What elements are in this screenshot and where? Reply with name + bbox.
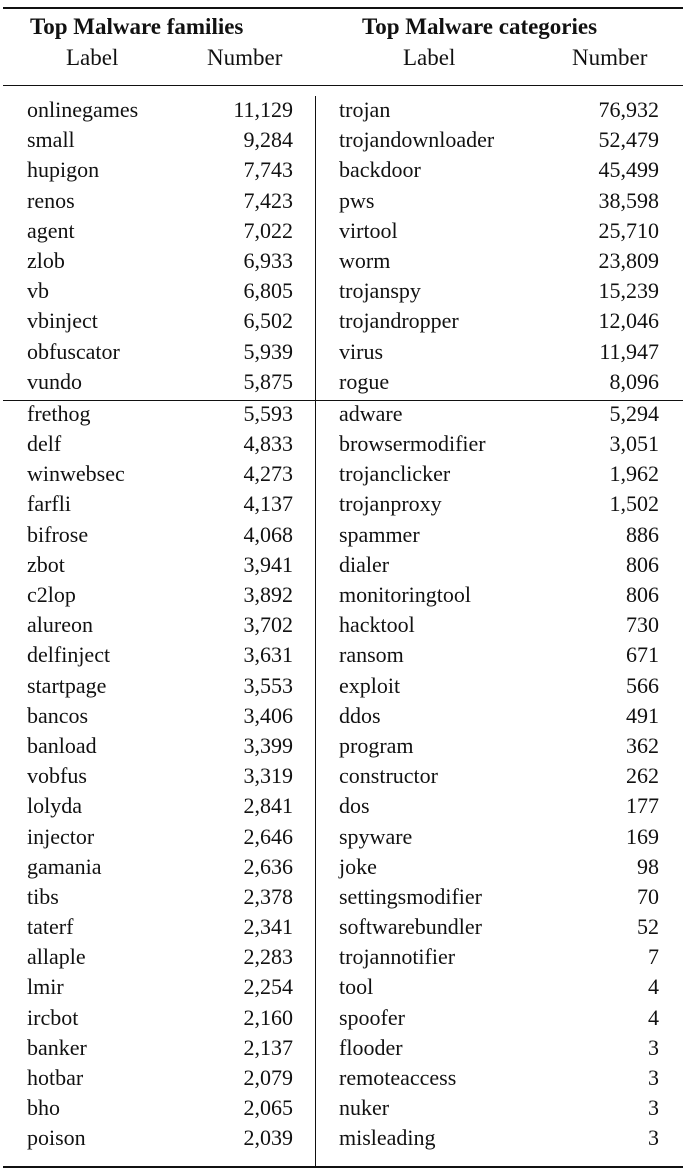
table-row: [0, 580, 685, 610]
table-row: [0, 791, 685, 821]
category-count: 566: [626, 672, 659, 698]
category-label: dos: [339, 793, 370, 819]
category-count: 4: [648, 974, 659, 1000]
families-number-header: Number: [207, 45, 283, 70]
category-count: 491: [626, 702, 659, 728]
table-row: [0, 761, 685, 791]
family-label: vb: [27, 278, 49, 304]
family-count: 2,079: [243, 1065, 293, 1090]
category-label: monitoringtool: [339, 582, 471, 607]
family-count: 6,933: [243, 247, 293, 273]
table-row: [0, 125, 685, 155]
category-label: trojannotifier: [339, 944, 456, 970]
family-label: c2lop: [27, 582, 76, 607]
category-label: joke: [339, 853, 377, 879]
table-row: [0, 610, 685, 640]
family-count: 7,022: [243, 217, 293, 243]
category-label: virtool: [339, 217, 398, 243]
category-count: 52,479: [598, 127, 659, 153]
family-label: bifrose: [27, 521, 89, 547]
family-label: frethog: [27, 400, 91, 426]
family-label: gamania: [27, 853, 102, 879]
category-label: dialer: [339, 551, 390, 577]
table-row: [0, 882, 685, 912]
table-row: [0, 852, 685, 882]
family-count: 9,284: [243, 127, 293, 153]
category-count: 886: [626, 521, 659, 547]
category-label: worm: [339, 247, 391, 273]
table-row: [0, 1003, 685, 1033]
table-row: [0, 942, 685, 972]
table-row: [0, 912, 685, 942]
family-label: taterf: [27, 914, 74, 940]
family-count: 5,593: [243, 400, 293, 426]
category-label: nuker: [339, 1095, 390, 1121]
category-label: adware: [339, 400, 403, 426]
family-count: 3,406: [243, 702, 293, 728]
table-row: [0, 972, 685, 1002]
family-label: delf: [27, 431, 62, 457]
category-count: 177: [626, 793, 659, 819]
categories-title: Top Malware categories: [362, 14, 598, 39]
family-count: 3,399: [243, 732, 293, 758]
family-count: 5,875: [243, 368, 293, 394]
family-label: zbot: [27, 551, 65, 577]
category-count: 52: [637, 914, 659, 940]
category-label: trojanproxy: [339, 491, 442, 517]
category-label: ddos: [339, 702, 381, 728]
family-count: 11,129: [233, 97, 293, 122]
family-count: 2,841: [243, 793, 293, 819]
family-count: 2,283: [243, 944, 293, 970]
family-label: delfinject: [27, 642, 111, 668]
category-label: flooder: [339, 1034, 403, 1060]
category-label: spammer: [339, 521, 420, 547]
category-count: 98: [637, 853, 659, 879]
category-label: trojandownloader: [339, 127, 495, 153]
family-label: tibs: [27, 883, 59, 909]
bottom-rule: [3, 1166, 683, 1168]
category-count: 15,239: [598, 278, 659, 304]
family-count: 2,160: [243, 1004, 293, 1030]
family-label: obfuscator: [27, 338, 120, 364]
family-label: bho: [27, 1095, 60, 1121]
category-label: constructor: [339, 763, 438, 789]
family-label: winwebsec: [27, 461, 125, 487]
family-label: vbinject: [27, 308, 98, 334]
family-count: 4,137: [243, 491, 293, 517]
table-row: [0, 640, 685, 670]
table-row: [0, 276, 685, 306]
category-count: 7: [648, 944, 659, 970]
category-label: hacktool: [339, 612, 415, 638]
family-label: injector: [27, 823, 95, 849]
family-label: renos: [27, 187, 75, 213]
table-row: [0, 155, 685, 185]
family-count: 4,068: [243, 521, 293, 547]
family-count: 3,892: [243, 582, 293, 607]
category-count: 806: [626, 551, 659, 577]
family-count: 7,423: [243, 187, 293, 213]
categories-number-header: Number: [572, 45, 648, 70]
table-row: [0, 306, 685, 336]
family-count: 2,137: [243, 1034, 293, 1060]
category-count: 169: [626, 823, 659, 849]
table-row: [0, 95, 685, 125]
category-label: spyware: [339, 823, 413, 849]
family-label: vobfus: [27, 763, 87, 789]
family-label: bancos: [27, 702, 89, 728]
header-rule: [3, 85, 683, 86]
table-row: [0, 459, 685, 489]
category-count: 8,096: [609, 368, 659, 394]
category-count: 76,932: [598, 97, 659, 122]
category-label: misleading: [339, 1125, 436, 1151]
category-label: ransom: [339, 642, 404, 668]
family-label: banload: [27, 732, 97, 758]
table-row: [0, 429, 685, 459]
category-label: virus: [339, 338, 383, 364]
category-count: 11,947: [599, 338, 659, 364]
category-label: trojanspy: [339, 278, 421, 304]
table-row: [0, 731, 685, 761]
families-label-header: Label: [66, 45, 119, 70]
table-row: [0, 337, 685, 367]
table-row: [0, 671, 685, 701]
family-count: 4,833: [243, 431, 293, 457]
family-label: allaple: [27, 944, 86, 970]
family-count: 3,941: [243, 551, 293, 577]
category-label: spoofer: [339, 1004, 405, 1030]
category-label: rogue: [339, 368, 390, 394]
category-count: 1,502: [609, 491, 659, 517]
category-count: 806: [626, 582, 659, 607]
category-count: 3: [648, 1095, 659, 1121]
family-count: 2,378: [243, 883, 293, 909]
category-label: softwarebundler: [339, 914, 482, 940]
category-count: 3: [648, 1125, 659, 1151]
table-row: [0, 1123, 685, 1153]
family-count: 3,702: [243, 612, 293, 638]
table-row: [0, 1063, 685, 1093]
family-label: poison: [27, 1125, 86, 1151]
table-row: [0, 186, 685, 216]
category-count: 38,598: [598, 187, 659, 213]
family-label: hupigon: [27, 157, 100, 183]
category-label: pws: [339, 187, 375, 213]
family-count: 2,065: [243, 1095, 293, 1121]
category-count: 12,046: [598, 308, 659, 334]
family-count: 6,805: [243, 278, 293, 304]
category-label: program: [339, 732, 414, 758]
family-count: 2,341: [243, 914, 293, 940]
category-label: settingsmodifier: [339, 883, 482, 909]
family-label: lolyda: [27, 793, 82, 819]
family-label: hotbar: [27, 1065, 84, 1090]
category-label: tool: [339, 974, 374, 1000]
family-count: 2,646: [243, 823, 293, 849]
table-body: [0, 95, 685, 1154]
table-row: [0, 246, 685, 276]
family-count: 3,553: [243, 672, 293, 698]
family-count: 2,636: [243, 853, 293, 879]
category-count: 70: [637, 883, 659, 909]
category-count: 3,051: [609, 431, 659, 457]
family-count: 2,254: [243, 974, 293, 1000]
table-row: [0, 399, 685, 429]
family-label: zlob: [27, 247, 65, 273]
table-row: [0, 550, 685, 580]
category-count: 3: [648, 1034, 659, 1060]
family-label: onlinegames: [27, 97, 139, 122]
category-count: 671: [626, 642, 659, 668]
table-row: [0, 701, 685, 731]
category-count: 362: [626, 732, 659, 758]
category-label: remoteaccess: [339, 1065, 457, 1090]
family-count: 7,743: [243, 157, 293, 183]
family-count: 2,039: [243, 1125, 293, 1151]
family-count: 6,502: [243, 308, 293, 334]
family-count: 4,273: [243, 461, 293, 487]
family-label: ircbot: [27, 1004, 79, 1030]
category-label: trojan: [339, 97, 391, 122]
category-count: 25,710: [598, 217, 659, 243]
family-label: small: [27, 127, 75, 153]
family-label: farfli: [27, 491, 71, 517]
top-rule: [3, 7, 683, 9]
table-row: [0, 520, 685, 550]
category-label: trojanclicker: [339, 461, 451, 487]
category-label: exploit: [339, 672, 401, 698]
table-row: [0, 216, 685, 246]
category-count: 4: [648, 1004, 659, 1030]
category-count: 1,962: [609, 461, 659, 487]
family-label: vundo: [27, 368, 82, 394]
family-label: startpage: [27, 672, 107, 698]
category-count: 23,809: [598, 247, 659, 273]
family-label: banker: [27, 1034, 87, 1060]
family-label: agent: [27, 217, 75, 243]
category-label: browsermodifier: [339, 431, 486, 457]
category-label: backdoor: [339, 157, 421, 183]
categories-label-header: Label: [403, 45, 456, 70]
family-count: 5,939: [243, 338, 293, 364]
table-row: [0, 822, 685, 852]
category-count: 5,294: [609, 400, 659, 426]
families-title: Top Malware families: [30, 14, 244, 39]
family-count: 3,631: [243, 642, 293, 668]
table-row: [0, 489, 685, 519]
category-count: 45,499: [598, 157, 659, 183]
category-count: 262: [626, 763, 659, 789]
family-label: lmir: [27, 974, 64, 1000]
table-row: [0, 1033, 685, 1063]
table-row: [0, 367, 685, 397]
family-count: 3,319: [243, 763, 293, 789]
table-row: [0, 1093, 685, 1123]
category-count: 3: [648, 1065, 659, 1090]
category-label: trojandropper: [339, 308, 459, 334]
family-label: alureon: [27, 612, 93, 638]
category-count: 730: [626, 612, 659, 638]
